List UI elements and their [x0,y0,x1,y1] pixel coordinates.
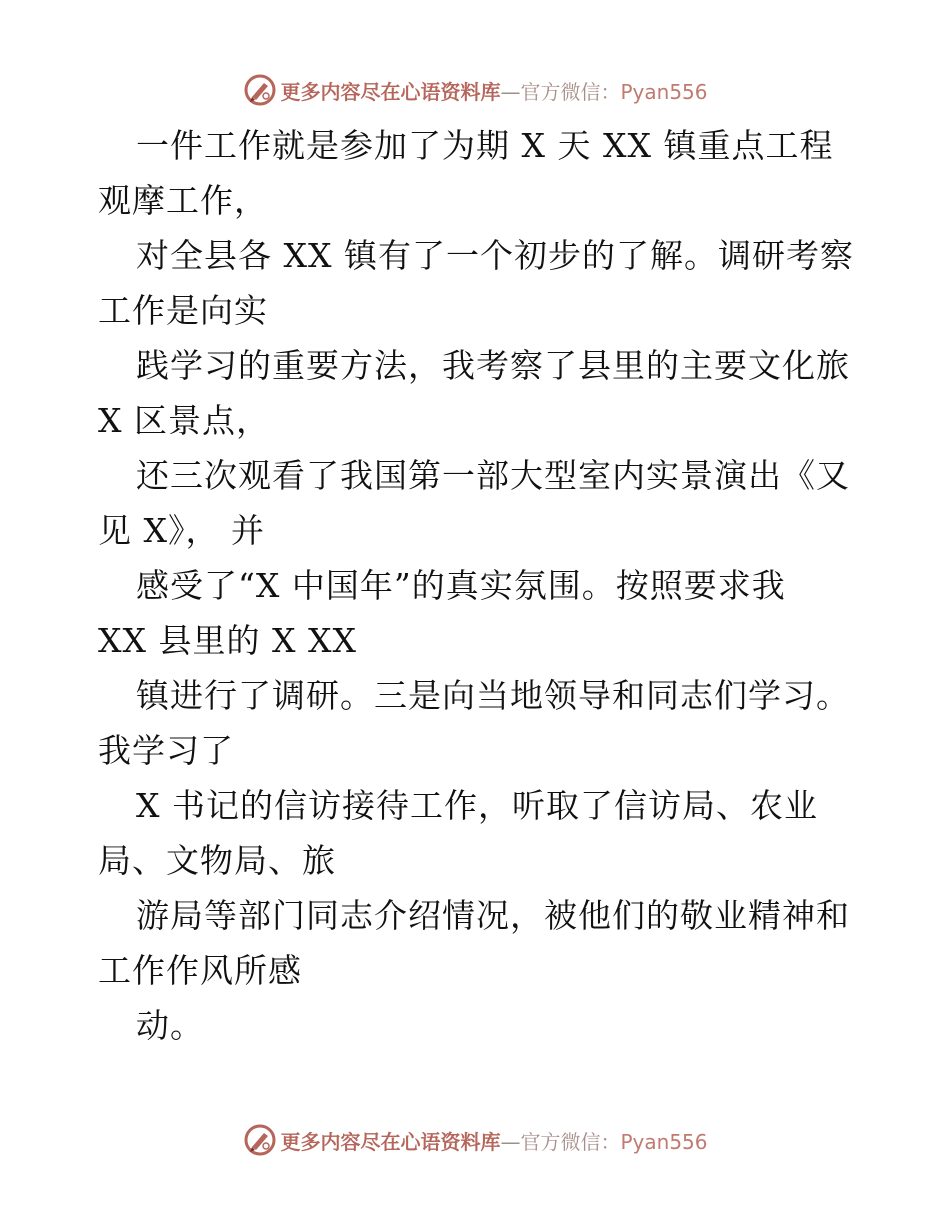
text-line: 镇进行了调研。三是向当地领导和同志们学习。 [136,676,850,715]
pen-nib-logo-icon [242,72,278,108]
text-line: 局、文物局、旅 [98,841,336,880]
banner-wechat-id: Pyan556 [620,79,708,104]
text-line: X 书记的信访接待工作，听取了信访局、农业 [136,786,818,825]
text-line: 游局等部门同志介绍情况，被他们的敬业精神和 [136,896,850,935]
text-line: 观摩工作， [98,181,268,220]
banner-wechat-id: Pyan556 [620,1129,708,1154]
text-line: XX 县里的 X XX [98,621,357,660]
document-body [98,118,918,1053]
text-line: 践学习的重要方法，我考察了县里的主要文化旅 [136,346,850,385]
text-line: 工作是向实 [98,291,268,330]
pen-nib-logo-icon [242,1122,278,1158]
text-line: 工作作风所感 [98,951,302,990]
text-line: 我学习了 [98,731,234,770]
banner-wechat-label: 官方微信： [520,79,621,104]
banner-separator: — [500,1129,521,1154]
header-banner [0,70,950,110]
text-line: X 区景点， [98,401,270,440]
footer-banner [0,1120,950,1160]
banner-wechat-label: 官方微信： [520,1129,621,1154]
text-line: 见 X》， 并 [98,511,265,550]
text-line: 感受了“X 中国年”的真实氛围。按照要求我 [136,566,786,605]
text-line: 动。 [136,1006,204,1045]
banner-text [280,1126,707,1155]
banner-separator: — [500,79,521,104]
text-line: 一件工作就是参加了为期 X 天 XX 镇重点工程 [136,126,834,165]
banner-text [280,76,707,105]
text-line: 还三次观看了我国第一部大型室内实景演出《又 [136,456,850,495]
banner-site-text: 更多内容尽在心语资料库 [280,1129,501,1154]
text-line: 对全县各 XX 镇有了一个初步的了解。调研考察 [136,236,854,275]
banner-site-text: 更多内容尽在心语资料库 [280,79,501,104]
